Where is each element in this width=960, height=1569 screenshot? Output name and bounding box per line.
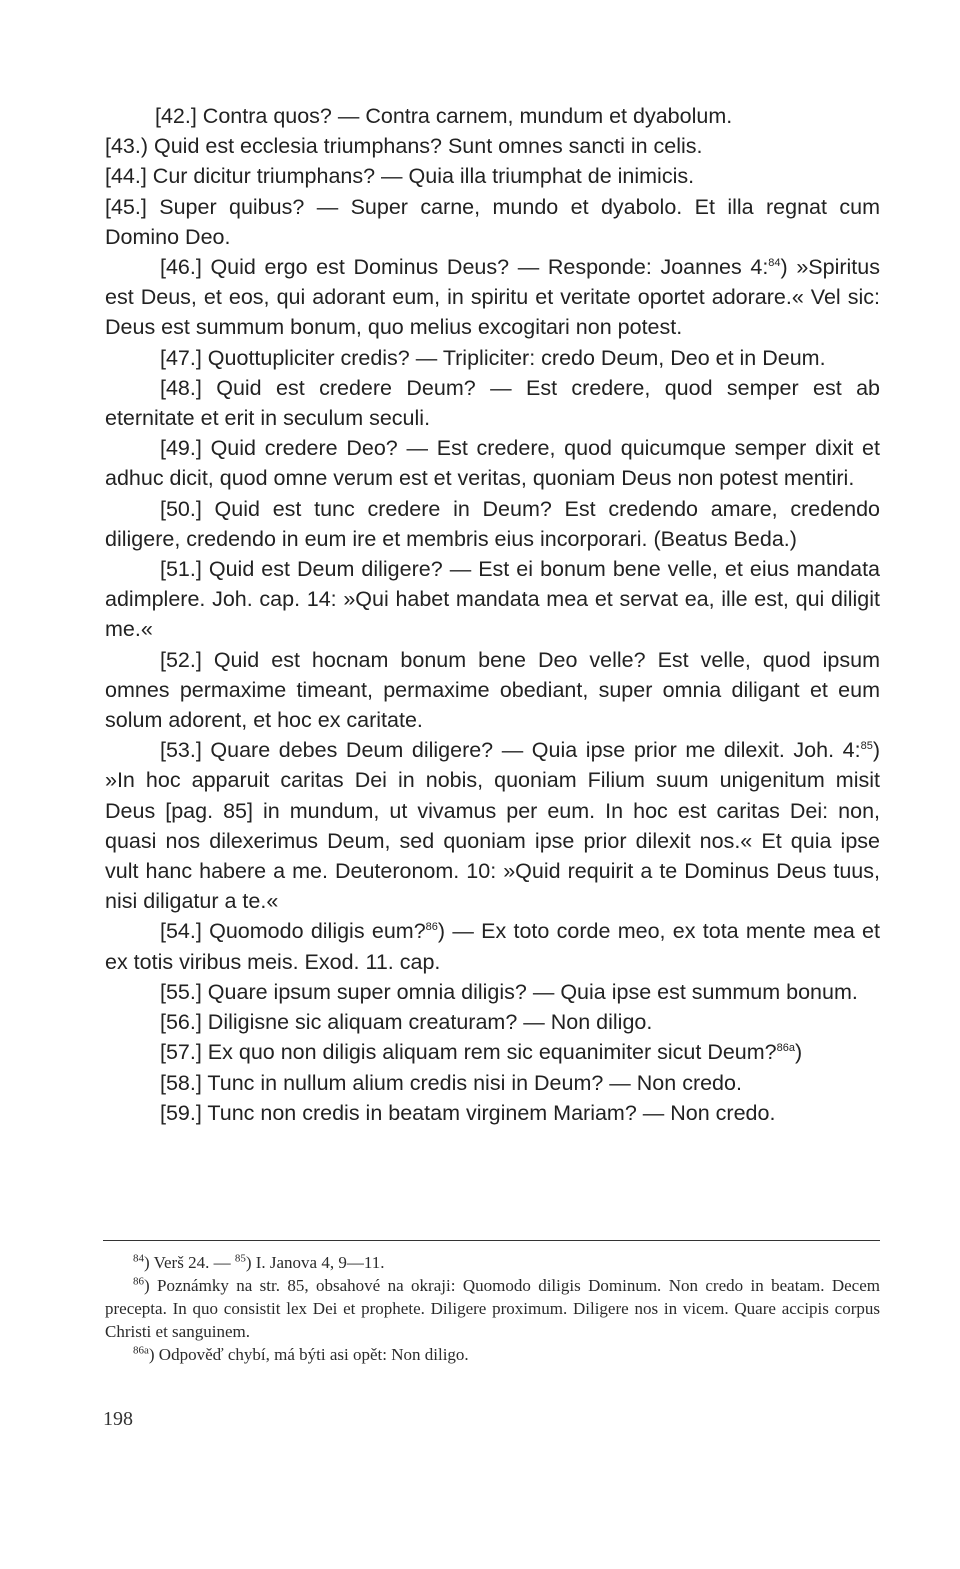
paragraph — [105, 916, 880, 976]
footnote-ref: 86 — [133, 1275, 144, 1288]
text-run: [48.] Quid est credere Deum? — Est credere, quod semper est ab eternitate et erit in seculum seculi. — [105, 375, 880, 431]
text-run: [59.] Tunc non credis in beatam virginem Mariam? — Non credo. — [160, 1100, 776, 1125]
text-run: [46.] Quid ergo est Dominus Deus? — Responde: Joannes 4: — [160, 255, 769, 280]
paragraph — [105, 373, 880, 433]
text-run: [56.] Diligisne sic aliquam creaturam? — Non diligo. — [160, 1010, 653, 1035]
text-run: ) Poznámky na str. 85, obsahové na okraji: Quomodo diligis Dominum. Non credo in beatam. Decem precepta. In quo consistit lex Dei et prophete. Diligere proximum. Diligere nos in vicem. Quare accipis corpus Christi et sanguinem. — [105, 1276, 880, 1341]
paragraph — [105, 1068, 880, 1098]
text-run: ) — [794, 1040, 803, 1065]
paragraph — [105, 343, 880, 373]
footnotes — [105, 1251, 880, 1366]
paragraph — [105, 494, 880, 554]
paragraph — [105, 735, 880, 916]
page-number: 198 — [103, 1408, 133, 1430]
text-run: ) »Spiritus est Deus, et eos, qui adorant eum, in spiritu et veritate oportet adorare.« Vel sic: Deus est summum bonum, quo melius excogitari non potest. — [105, 255, 880, 340]
text-run: ) Odpověď chybí, má býti asi opět: Non diligo. — [148, 1345, 469, 1364]
footnote-ref: 86 — [425, 921, 438, 934]
text-run: [43.) Quid est ecclesia triumphans? Sunt omnes sancti in celis. — [105, 134, 703, 159]
text-run: ) I. Janova 4, 9—11. — [245, 1253, 385, 1272]
main-text — [105, 101, 880, 1128]
text-run: ) — Ex toto corde meo, ex tota mente mea et ex totis viribus meis. Exod. 11. cap. — [105, 919, 880, 974]
paragraph — [105, 161, 880, 191]
text-run: [44.] Cur dicitur triumphans? — Quia illa triumphat de inimicis. — [105, 164, 695, 189]
paragraph — [105, 1098, 880, 1128]
paragraph — [105, 433, 880, 493]
text-run: ) »In hoc apparuit caritas Dei in nobis, quoniam Filium suum unigenitum misit Deus [pag. 85] in mundum, ut vivamus per eum. In hoc est caritas Dei: non, quasi nos dilexerimus Deum, sed quoniam ipse prior dilexit nos.« Et quia ipse vult hanc habere a me. Deuteronom. 10: »Quid requirit a te Dominus Deus tuus, nisi diligatur a te.« — [105, 738, 880, 914]
paragraph — [105, 192, 880, 252]
text-run: [45.] Super quibus? — Super carne, mundo et dyabolo. Et illa regnat cum Domino Deo. — [105, 194, 880, 249]
footnote — [105, 1274, 880, 1343]
text-run: [47.] Quottupliciter credis? — Tripliciter: credo Deum, Deo et in Deum. — [160, 345, 826, 370]
paragraph — [105, 1037, 880, 1067]
text-run: [52.] Quid est hocnam bonum bene Deo velle? Est velle, quod ipsum omnes permaxime timeant, permaxime obediant, super omnia diligant et eum solum adorent, et hoc ex caritate. — [105, 647, 880, 733]
paragraph — [105, 101, 880, 131]
paragraph — [105, 131, 880, 161]
footnote — [105, 1343, 880, 1366]
paragraph — [105, 977, 880, 1007]
footnote — [105, 1251, 880, 1274]
text-run: [49.] Quid credere Deo? — Est credere, quod quicumque semper dixit et adhuc dicit, quod omne verum est et veritas, quoniam Deus non potest mentiri. — [105, 436, 880, 491]
footnote-ref: 84 — [768, 256, 781, 269]
text-run: [55.] Quare ipsum super omnia diligis? — Quia ipse est summum bonum. — [160, 979, 858, 1004]
paragraph — [105, 645, 880, 736]
text-run: [50.] Quid est tunc credere in Deum? Est credendo amare, credendo diligere, credendo in eum ire et membris eius incorporari. (Beatus Beda.) — [105, 496, 880, 551]
text-run: [57.] Ex quo non diligis aliquam rem sic equanimiter sicut Deum? — [160, 1040, 777, 1065]
text-run: [58.] Tunc in nullum alium credis nisi in Deum? — Non credo. — [160, 1070, 742, 1095]
paragraph — [105, 252, 880, 343]
text-run: [42.] Contra quos? — Contra carnem, mundum et dyabolum. — [155, 104, 733, 128]
paragraph — [105, 1007, 880, 1037]
footnote-rule — [103, 1240, 880, 1241]
text-run: ) Verš 24. — — [144, 1253, 235, 1272]
footnote-ref: 86a — [133, 1344, 149, 1357]
text-run: [51.] Quid est Deum diligere? — Est ei bonum bene velle, et eius mandata adimplere. Joh. cap. 14: »Qui habet mandata mea et servat ea, ille est, qui diligit me.« — [105, 557, 880, 642]
paragraph — [105, 554, 880, 645]
text-run: [54.] Quomodo diligis eum? — [160, 919, 426, 944]
text-run: [53.] Quare debes Deum diligere? — Quia ipse prior me dilexit. Joh. 4: — [160, 738, 861, 763]
footnote-ref: 85 — [860, 740, 873, 753]
footnote-ref: 84 — [133, 1252, 144, 1265]
footnote-ref: 85 — [234, 1252, 246, 1265]
footnote-ref: 86a — [776, 1042, 795, 1055]
